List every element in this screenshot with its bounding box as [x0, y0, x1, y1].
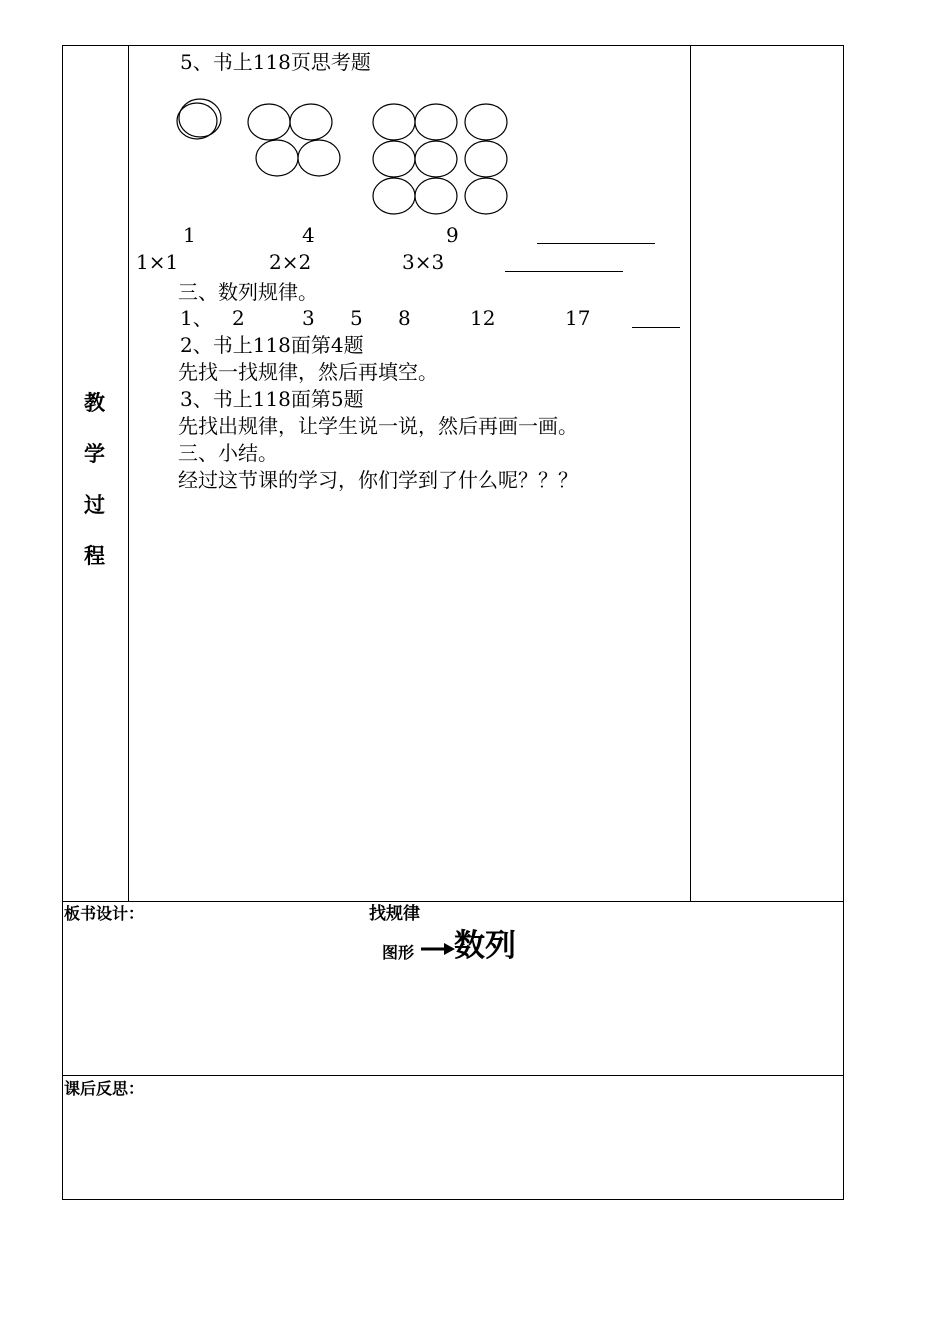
process-label-char: 教	[84, 391, 105, 415]
sequence-value: 17	[565, 306, 591, 330]
circle-shape	[465, 104, 507, 140]
circle-shape	[298, 140, 340, 176]
item3-description: 先找出规律，让学生说一说，然后再画一画。	[178, 414, 578, 438]
circle-shape	[465, 141, 507, 177]
circle-shape	[415, 141, 457, 177]
circle-shape	[465, 178, 507, 214]
row-divider-reflection	[62, 1075, 844, 1076]
answer-blank	[632, 327, 680, 328]
row-divider-board	[62, 901, 844, 902]
sequence-value: 12	[470, 306, 496, 330]
col-divider-1	[128, 45, 129, 902]
table-border-top	[62, 45, 844, 46]
sequence-prefix: 1、	[180, 306, 213, 330]
board-title: 找规律	[369, 904, 420, 924]
item2-heading: 2、书上118面第4题	[180, 333, 364, 357]
board-label: 板书设计：	[64, 904, 145, 923]
circle-shape	[179, 99, 221, 137]
product-expression: 1×1	[136, 250, 179, 274]
item3-heading: 3、书上118面第5题	[180, 387, 364, 411]
product-expression: 2×2	[269, 250, 312, 274]
circle-shape	[373, 178, 415, 214]
count-value: 1	[183, 223, 196, 247]
circle-shape	[290, 104, 332, 140]
circle-shape	[256, 140, 298, 176]
arrow-right-icon	[420, 941, 456, 957]
count-value: 4	[302, 223, 315, 247]
sequence-value: 5	[350, 306, 363, 330]
circle-shape	[373, 141, 415, 177]
section-sequence-title: 三、数列规律。	[178, 280, 318, 304]
circle-shape	[415, 104, 457, 140]
product-expression: 3×3	[402, 250, 445, 274]
table-border-bottom	[62, 1199, 844, 1200]
sequence-value: 8	[398, 306, 411, 330]
board-right-term: 数列	[454, 928, 516, 964]
summary-question: 经过这节课的学习，你们学到了什么呢？？？	[178, 468, 578, 492]
sequence-value: 3	[302, 306, 315, 330]
table-border-right	[843, 45, 844, 1200]
circle-shape	[177, 103, 217, 139]
sequence-value: 2	[232, 306, 245, 330]
process-label-char: 过	[84, 493, 105, 517]
item5-heading: 5、书上118页思考题	[180, 50, 371, 74]
answer-blank	[537, 243, 655, 244]
summary-title: 三、小结。	[178, 441, 278, 465]
reflection-label: 课后反思：	[64, 1079, 145, 1098]
table-border-left	[62, 45, 63, 1200]
process-label-char: 学	[84, 442, 105, 466]
circle-shape	[415, 178, 457, 214]
circle-shape	[248, 104, 290, 140]
circle-shape	[373, 104, 415, 140]
count-value: 9	[446, 223, 459, 247]
circle-figures	[170, 95, 520, 225]
answer-blank	[505, 271, 623, 272]
board-left-term: 图形	[382, 943, 415, 962]
col-divider-2	[690, 45, 691, 902]
item2-description: 先找一找规律，然后再填空。	[178, 360, 438, 384]
process-label-char: 程	[84, 544, 105, 568]
